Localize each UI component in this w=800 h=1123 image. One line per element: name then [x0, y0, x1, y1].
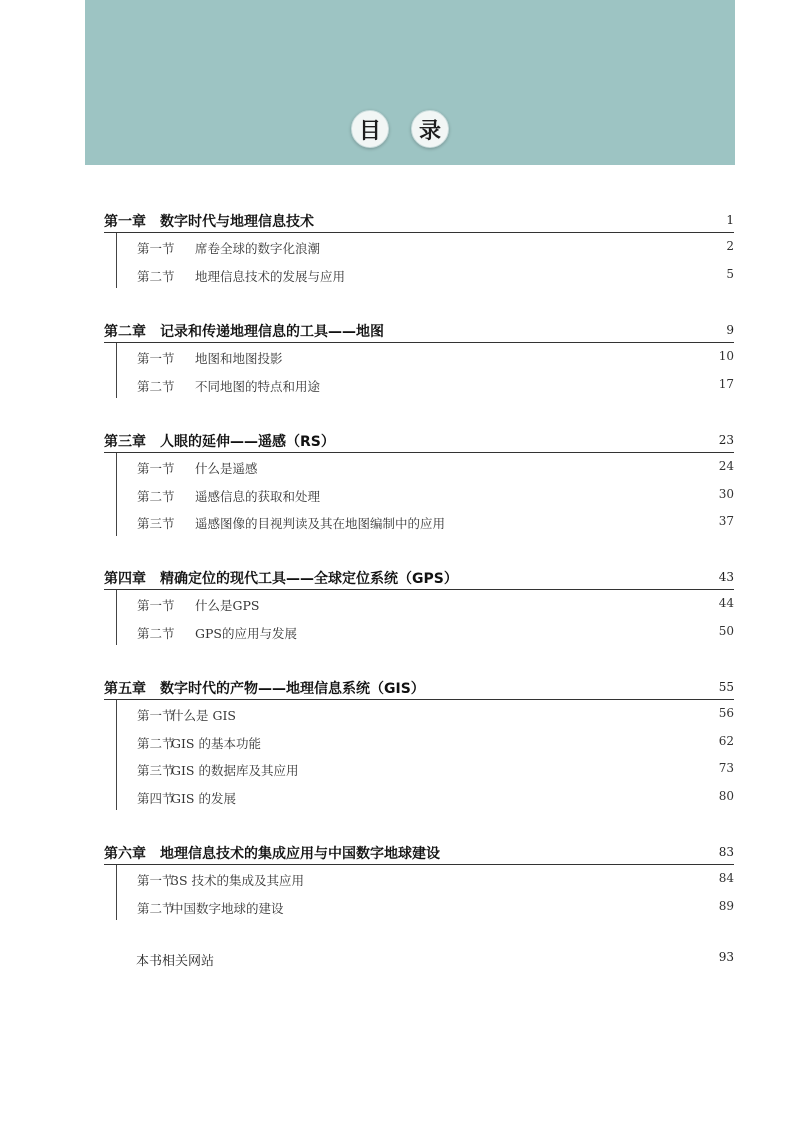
chapter-heading[interactable]	[104, 677, 734, 700]
section-title: 地图和地图投影	[195, 351, 283, 366]
section-list	[116, 453, 734, 536]
toc-entry[interactable]	[117, 481, 734, 509]
chapter-page: 43	[718, 570, 734, 584]
chapter-title: 第五章 数字时代的产物——地理信息系统（GIS）	[104, 681, 425, 697]
section-title: 什么是GPS	[195, 598, 260, 613]
section-page: 89	[718, 898, 734, 913]
chapter-3	[104, 430, 734, 536]
section-list	[116, 343, 734, 398]
chapter-title: 第二章 记录和传递地理信息的工具——地图	[104, 324, 384, 340]
section-list	[116, 590, 734, 645]
chapter-title: 第四章 精确定位的现代工具——全球定位系统（GPS）	[104, 571, 458, 587]
section-page: 24	[718, 459, 734, 473]
section-title: 遥感图像的目视判读及其在地图编制中的应用	[195, 516, 446, 531]
section-title: 遥感信息的获取和处理	[195, 488, 321, 504]
section-label: 第一节	[137, 461, 175, 476]
chapter-page: 1	[726, 213, 734, 227]
section-label: 第三节	[137, 516, 175, 531]
section-page: 30	[718, 486, 734, 501]
appendix-entry[interactable]	[104, 948, 734, 968]
section-title: GPS的应用与发展	[195, 625, 297, 641]
section-label: 第二节	[137, 488, 175, 504]
toc-entry[interactable]	[117, 233, 734, 261]
section-label: 第二节	[137, 735, 175, 751]
section-title: 地理信息技术的发展与应用	[195, 268, 346, 284]
section-label: 第一节	[137, 241, 175, 256]
chapter-heading[interactable]	[104, 842, 734, 865]
toc-entry[interactable]	[117, 618, 734, 646]
chapter-page: 55	[718, 680, 734, 694]
section-list	[116, 865, 734, 920]
chapter-page: 23	[718, 433, 734, 447]
section-title: 3S 技术的集成及其应用	[171, 873, 304, 888]
section-label: 第二节	[137, 268, 175, 284]
toc-entry[interactable]	[117, 865, 734, 893]
toc-entry[interactable]	[117, 783, 734, 811]
title-char-mu: 目	[351, 110, 389, 148]
chapter-5	[104, 677, 734, 810]
chapter-4	[104, 567, 734, 645]
section-title: 不同地图的特点和用途	[195, 378, 321, 394]
toc-entry[interactable]	[117, 590, 734, 618]
chapter-page: 83	[718, 845, 734, 859]
toc-entry[interactable]	[117, 371, 734, 399]
toc-entry[interactable]	[117, 508, 734, 536]
section-page: 62	[718, 733, 734, 748]
section-title: GIS 的发展	[171, 790, 236, 806]
section-label: 第一节	[137, 598, 175, 613]
section-page: 44	[718, 596, 734, 610]
section-label: 第一节	[137, 873, 175, 888]
chapter-6	[104, 842, 734, 920]
chapter-2	[104, 320, 734, 398]
section-page: 73	[718, 761, 734, 775]
section-page: 10	[718, 349, 734, 363]
section-label: 第三节	[137, 763, 175, 778]
section-label: 第二节	[137, 900, 175, 916]
section-label: 第一节	[137, 351, 175, 366]
section-page: 5	[726, 266, 734, 281]
toc-entry[interactable]	[117, 728, 734, 756]
section-title: 中国数字地球的建设	[171, 900, 284, 916]
section-page: 50	[718, 623, 734, 638]
chapter-title: 第一章 数字时代与地理信息技术	[104, 214, 314, 230]
title-char-lu: 录	[411, 110, 449, 148]
section-label: 第二节	[137, 625, 175, 641]
chapter-heading[interactable]	[104, 567, 734, 590]
section-label: 第二节	[137, 378, 175, 394]
section-page: 84	[718, 871, 734, 885]
chapter-heading[interactable]	[104, 430, 734, 453]
toc-entry[interactable]	[117, 893, 734, 921]
toc-entry[interactable]	[117, 755, 734, 783]
section-page: 17	[718, 376, 734, 391]
section-title: 席卷全球的数字化浪潮	[195, 241, 321, 256]
page-title	[0, 110, 800, 148]
appendix-page: 93	[718, 950, 734, 964]
section-title: GIS 的基本功能	[171, 735, 261, 751]
chapter-page: 9	[726, 323, 734, 337]
section-title: 什么是遥感	[195, 461, 258, 476]
section-page: 2	[726, 239, 734, 253]
section-page: 56	[718, 706, 734, 720]
chapter-heading[interactable]	[104, 210, 734, 233]
chapter-1	[104, 210, 734, 288]
section-label: 第一节	[137, 708, 175, 723]
chapter-heading[interactable]	[104, 320, 734, 343]
appendix-title: 本书相关网站	[136, 954, 215, 969]
section-title: 什么是 GIS	[171, 708, 236, 723]
toc-entry[interactable]	[117, 453, 734, 481]
chapter-title: 第六章 地理信息技术的集成应用与中国数字地球建设	[104, 846, 440, 862]
section-page: 37	[718, 514, 734, 528]
chapter-title: 第三章 人眼的延伸——遥感（RS）	[104, 434, 335, 450]
toc-entry[interactable]	[117, 343, 734, 371]
section-list	[116, 233, 734, 288]
toc-entry[interactable]	[117, 700, 734, 728]
section-label: 第四节	[137, 790, 175, 806]
section-page: 80	[718, 788, 734, 803]
section-title: GIS 的数据库及其应用	[171, 763, 299, 778]
toc-entry[interactable]	[117, 261, 734, 289]
section-list	[116, 700, 734, 810]
